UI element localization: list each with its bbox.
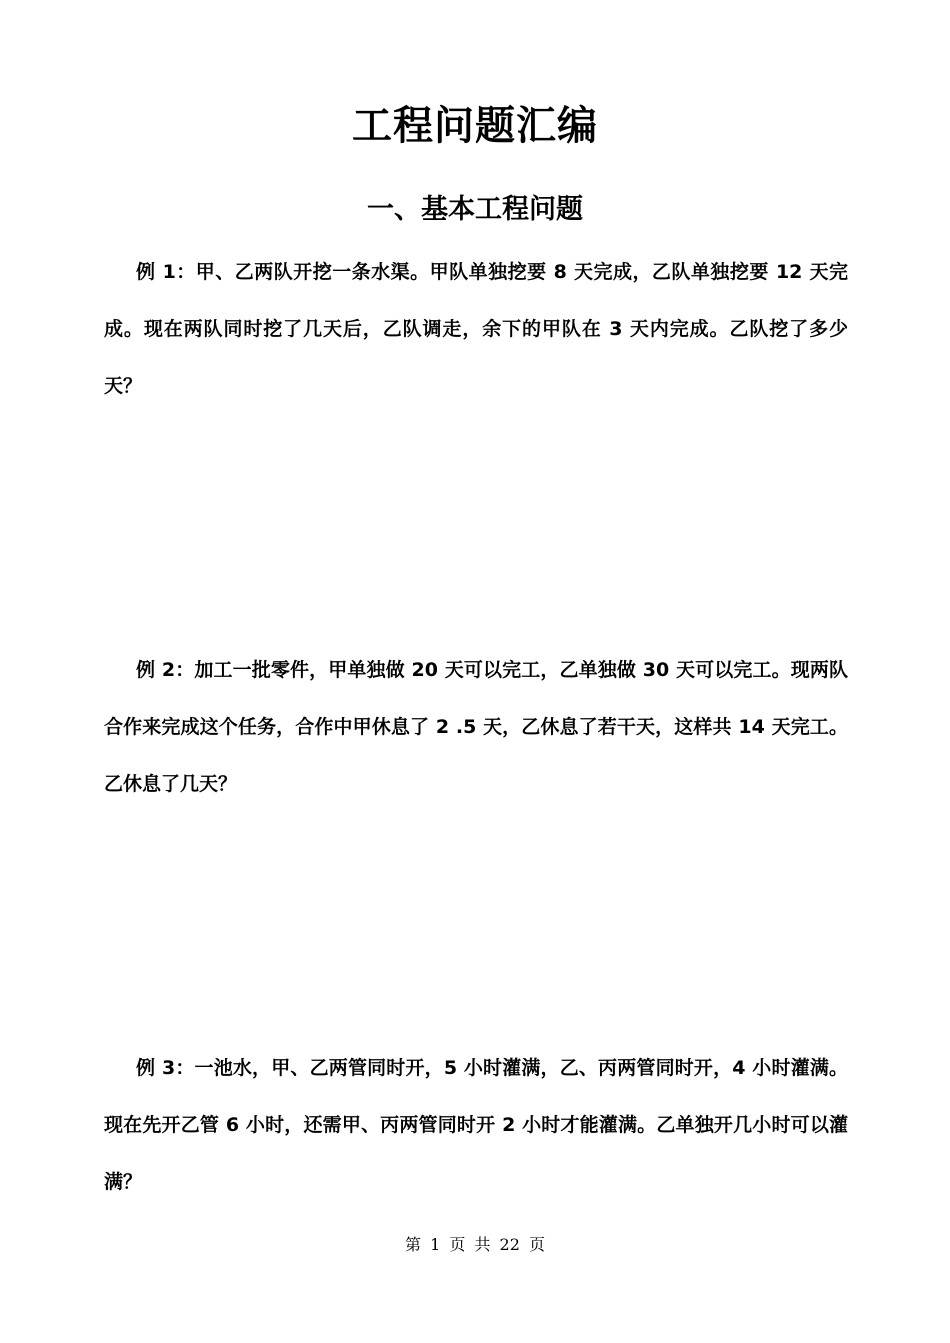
example-3-text: 例 3：一池水，甲、乙两管同时开，5 小时灌满，乙、丙两管同时开，4 小时灌满。现在先开乙管 6 小时，还需甲、丙两管同时开 2 小时才能灌满。乙单独开几小时可以灌满？ <box>104 1057 848 1193</box>
example-2-text: 例 2：加工一批零件，甲单独做 20 天可以完工，乙单独做 30 天可以完工。现两队合作来完成这个任务，合作中甲休息了 2 .5 天，乙休息了若干天，这样共 14 天完工。乙休息了几天？ <box>104 659 848 795</box>
document-title: 工程问题汇编 <box>352 103 598 149</box>
example-1-text: 例 1：甲、乙两队开挖一条水渠。甲队单独挖要 8 天完成，乙队单独挖要 12 天完成。现在两队同时挖了几天后，乙队调走，余下的甲队在 3 天内完成。乙队挖了多少天？ <box>104 261 848 397</box>
page-footer: 第 1 页 共 22 页 <box>405 1235 545 1254</box>
section-heading: 一、基本工程问题 <box>367 194 583 225</box>
